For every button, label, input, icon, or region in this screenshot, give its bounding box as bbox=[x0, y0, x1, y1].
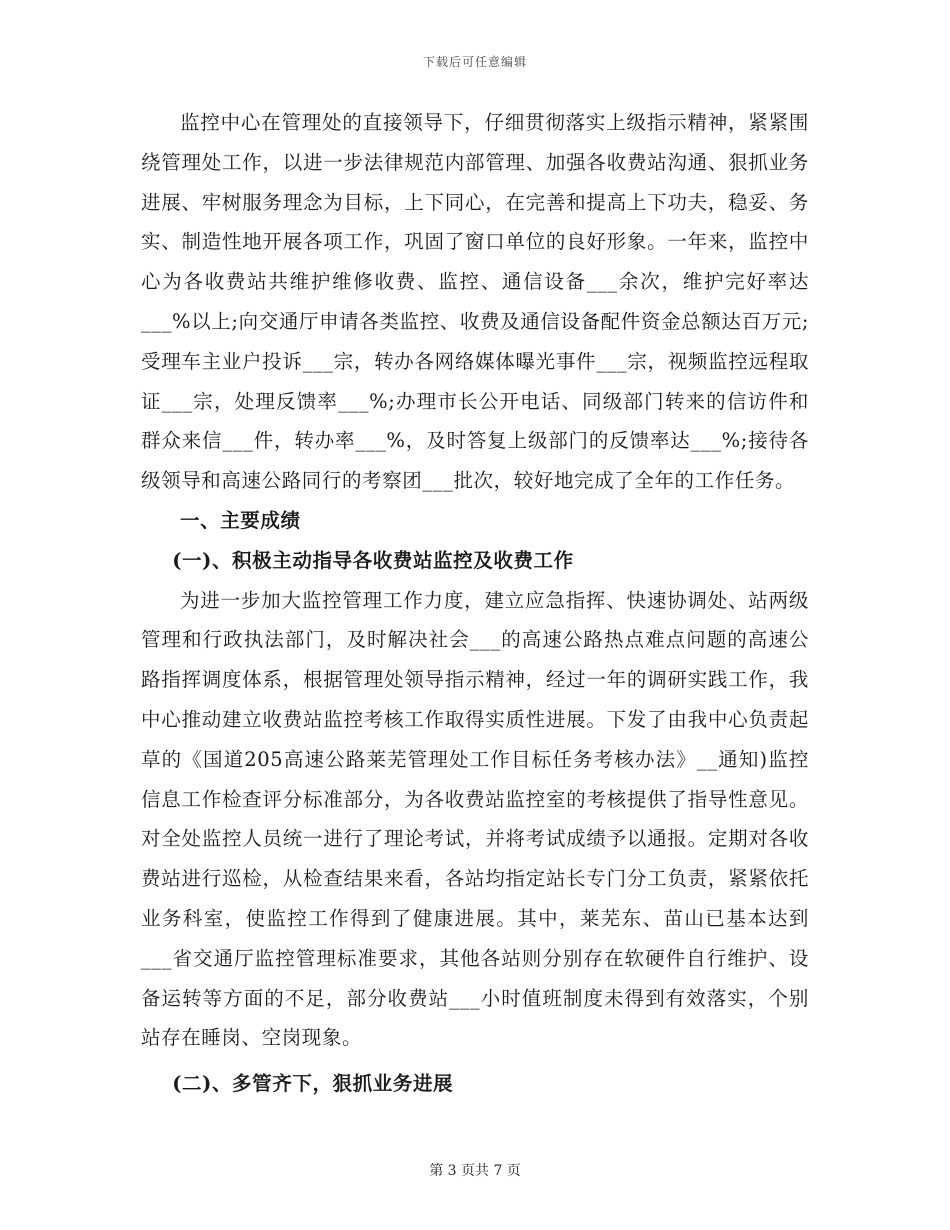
page-header-note: 下载后可任意编辑 bbox=[422, 55, 527, 69]
subsection-1-paragraph: 为进一步加大监控管理工作力度，建立应急指挥、快速协调处、站两级管理和行政执法部门，及时解决社会___的高速公路热点难点问题的高速公路指挥调度体系，根据管理处领导指示精神，经过一年的调研实践工作，我中心推动建立收费站监控考核工作取得实质性进展。下发了由我中心负责起草的《国道205高速公路莱芜管理处工作目标任务考核办法》__通知)监控信息工作检查评分标准部分，为各收费站监控室的考核提供了指导性意见。对全处监控人员统一进行了理论考试，并将考试成绩予以通报。定期对各收费站进行巡检，从检查结果来看，各站均指定站长专门分工负责，紧紧依托业务科室，使监控工作得到了健康进展。其中，莱芜东、苗山已基本达到___省交通厅监控管理标准要求，其他各站则分别存在软硬件自行维护、设备运转等方面的不足，部分收费站___小时值班制度未得到有效落实，个别站存在睡岗、空岗现象。 bbox=[141, 588, 809, 1050]
document-body bbox=[141, 103, 809, 1104]
page-number: 第 3 页共 7 页 bbox=[429, 1163, 521, 1179]
section-heading-main-achievements: 一、主要成绩 bbox=[180, 508, 301, 532]
subsection-heading-1: (一)、积极主动指导各收费站监控及收费工作 bbox=[172, 548, 574, 572]
subsection-heading-2: (二)、多管齐下，狠抓业务进展 bbox=[172, 1072, 454, 1096]
intro-paragraph: 监控中心在管理处的直接领导下，仔细贯彻落实上级指示精神，紧紧围绕管理处工作，以进一步法律规范内部管理、加强各收费站沟通、狠抓业务进展、牢树服务理念为目标，上下同心，在完善和提高上下功夫，稳妥、务实、制造性地开展各项工作，巩固了窗口单位的良好形象。一年来，监控中心为各收费站共维护维修收费、监控、通信设备___余次，维护完好率达___%以上;向交通厅申请各类监控、收费及通信设备配件资金总额达百万元;受理车主业户投诉___宗，转办各网络媒体曝光事件___宗，视频监控远程取证___宗，处理反馈率___%;办理市长公开电话、同级部门转来的信访件和群众来信___件，转办率___%，及时答复上级部门的反馈率达___%;接待各级领导和高速公路同行的考察团___批次，较好地完成了全年的工作任务。 bbox=[141, 111, 809, 493]
